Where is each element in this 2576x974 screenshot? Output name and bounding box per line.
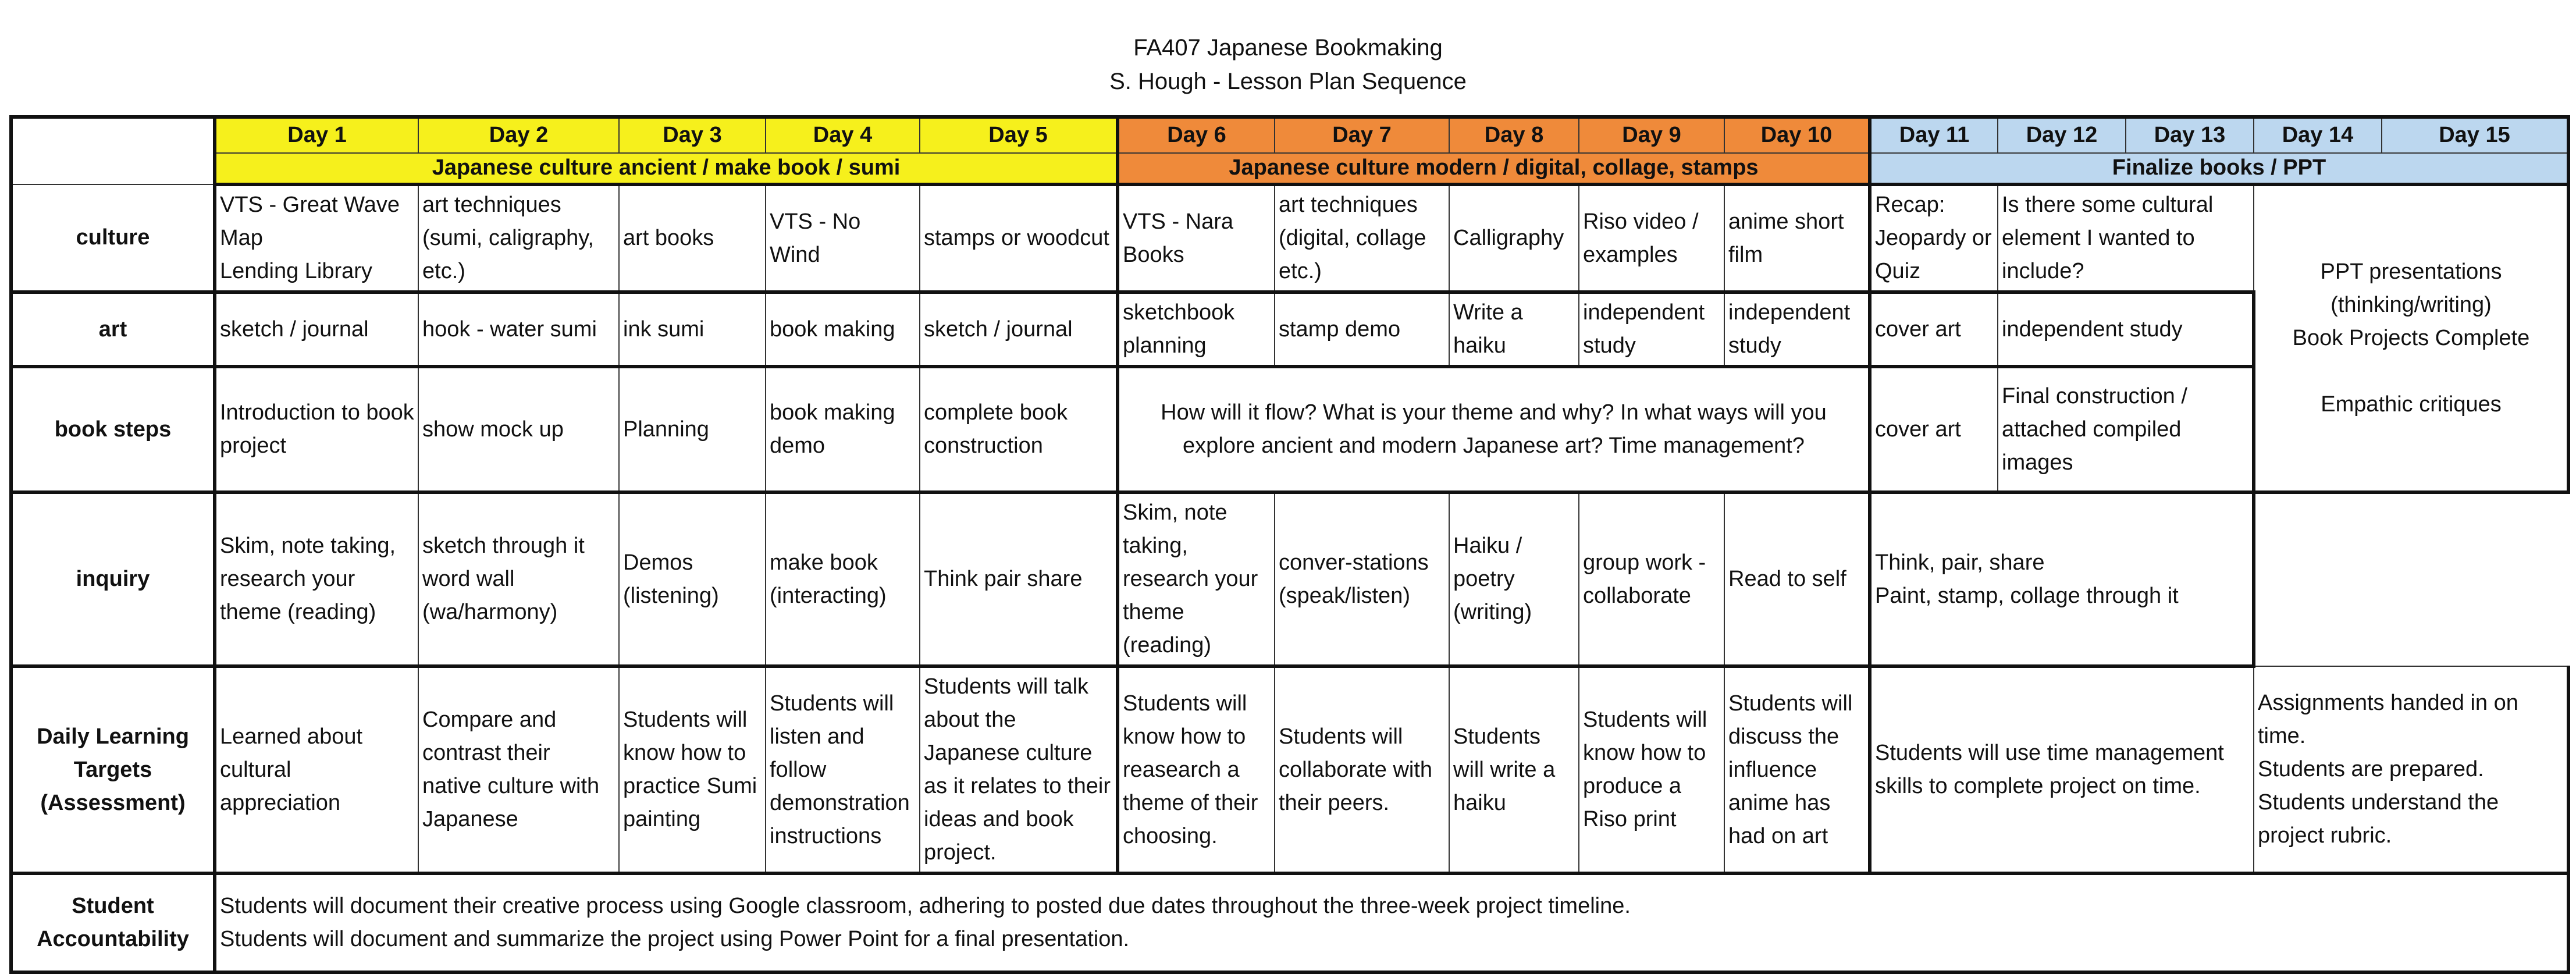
book-steps-week-2: How will it flow? What is your theme and why? In what ways will you explore ancient and modern Japanese art? Time management? — [1118, 367, 1870, 492]
art-day-1: sketch / journal — [215, 292, 418, 367]
day-3-header: Day 3 — [619, 117, 766, 153]
day-9-header: Day 9 — [1579, 117, 1724, 153]
day-4-header: Day 4 — [766, 117, 920, 153]
page-subtitle: S. Hough - Lesson Plan Sequence — [1109, 69, 1467, 94]
row-label-art: art — [11, 292, 215, 367]
targets-day-1: Learned about cultural appreciation — [215, 666, 418, 873]
day-5-header: Day 5 — [920, 117, 1118, 153]
theme-band-row — [11, 153, 2568, 184]
inquiry-day-10: Read to self — [1724, 492, 1870, 666]
week-1-theme: Japanese culture ancient / make book / sumi — [215, 153, 1118, 184]
book-steps-day-4: book making demo — [766, 367, 920, 492]
day-2-header: Day 2 — [418, 117, 619, 153]
art-day-7: stamp demo — [1275, 292, 1449, 367]
page-title: FA407 Japanese Bookmaking — [1133, 35, 1443, 61]
culture-day-9: Riso video / examples — [1579, 184, 1724, 292]
culture-day-2: art techniques (sumi, caligraphy, etc.) — [418, 184, 619, 292]
art-day-12-13: independent study — [1998, 292, 2254, 367]
inquiry-row — [11, 492, 2568, 666]
inquiry-day-6: Skim, note taking, research your theme (reading) — [1118, 492, 1275, 666]
inquiry-day-2: sketch through it word wall (wa/harmony) — [418, 492, 619, 666]
art-day-5: sketch / journal — [920, 292, 1118, 367]
inquiry-day-1: Skim, note taking, research your theme (reading) — [215, 492, 418, 666]
culture-day-4: VTS - No Wind — [766, 184, 920, 292]
inquiry-day-9: group work - collaborate — [1579, 492, 1724, 666]
art-day-10: independent study — [1724, 292, 1870, 367]
row-label-accountability: Student Accountability — [11, 873, 215, 972]
book-steps-day-1: Introduction to book project — [215, 367, 418, 492]
book-steps-day-11: cover art — [1870, 367, 1998, 492]
row-label-book-steps: book steps — [11, 367, 215, 492]
row-label-targets: Daily Learning Targets (Assessment) — [11, 666, 215, 873]
inquiry-days-11-13: Think, pair, share Paint, stamp, collage through it — [1870, 492, 2254, 666]
targets-day-9: Students will know how to produce a Riso print — [1579, 666, 1724, 873]
day-6-header: Day 6 — [1118, 117, 1275, 153]
inquiry-day-3: Demos (listening) — [619, 492, 766, 666]
art-day-9: independent study — [1579, 292, 1724, 367]
targets-days-14-15: Assignments handed in on time. Students are prepared. Students understand the project rubric. — [2254, 666, 2568, 873]
targets-day-3: Students will know how to practice Sumi painting — [619, 666, 766, 873]
art-day-3: ink sumi — [619, 292, 766, 367]
day-8-header: Day 8 — [1449, 117, 1579, 153]
culture-day-6: VTS - Nara Books — [1118, 184, 1275, 292]
lesson-plan-table — [9, 115, 2570, 974]
culture-day-1: VTS - Great Wave Map Lending Library — [215, 184, 418, 292]
day-7-header: Day 7 — [1275, 117, 1449, 153]
targets-day-7: Students will collaborate with their peers. — [1275, 666, 1449, 873]
day-14-header: Day 14 — [2254, 117, 2382, 153]
accountability-text: Students will document their creative process using Google classroom, adhering to posted due dates throughout the three-week project timeline. Students will document and summarize the project using Power Point for a final presentation. — [215, 873, 2568, 972]
targets-day-4: Students will listen and follow demonstration instructions — [766, 666, 920, 873]
day-12-header: Day 12 — [1998, 117, 2126, 153]
row-label-culture: culture — [11, 184, 215, 292]
culture-day-8: Calligraphy — [1449, 184, 1579, 292]
day-10-header: Day 10 — [1724, 117, 1870, 153]
days-14-15-presentations: PPT presentations (thinking/writing) Book Projects Complete Empathic critiques — [2254, 184, 2568, 492]
week-3-theme: Finalize books / PPT — [1870, 153, 2568, 184]
inquiry-day-8: Haiku / poetry (writing) — [1449, 492, 1579, 666]
row-label-inquiry: inquiry — [11, 492, 215, 666]
day-header-row — [11, 117, 2568, 153]
corner-cell — [11, 117, 215, 184]
culture-day-3: art books — [619, 184, 766, 292]
art-day-11: cover art — [1870, 292, 1998, 367]
culture-day-10: anime short film — [1724, 184, 1870, 292]
culture-day-7: art techniques (digital, collage etc.) — [1275, 184, 1449, 292]
day-1-header: Day 1 — [215, 117, 418, 153]
day-13-header: Day 13 — [2126, 117, 2254, 153]
book-steps-row — [11, 367, 2568, 492]
targets-row — [11, 666, 2568, 873]
targets-days-11-13: Students will use time management skills to complete project on time. — [1870, 666, 2254, 873]
targets-day-2: Compare and contrast their native culture with Japanese — [418, 666, 619, 873]
targets-day-10: Students will discuss the influence anime has had on art — [1724, 666, 1870, 873]
culture-row — [11, 184, 2568, 292]
art-day-4: book making — [766, 292, 920, 367]
targets-day-6: Students will know how to reasearch a theme of their choosing. — [1118, 666, 1275, 873]
accountability-row — [11, 873, 2568, 972]
book-steps-day-5: complete book construction — [920, 367, 1118, 492]
day-15-header: Day 15 — [2382, 117, 2568, 153]
inquiry-day-5: Think pair share — [920, 492, 1118, 666]
book-steps-day-3: Planning — [619, 367, 766, 492]
culture-day-11: Recap: Jeopardy or Quiz — [1870, 184, 1998, 292]
culture-day-12-13: Is there some cultural element I wanted to include? — [1998, 184, 2254, 292]
art-day-8: Write a haiku — [1449, 292, 1579, 367]
inquiry-day-4: make book (interacting) — [766, 492, 920, 666]
targets-day-8: Students will write a haiku — [1449, 666, 1579, 873]
week-2-theme: Japanese culture modern / digital, collage, stamps — [1118, 153, 1870, 184]
art-day-6: sketchbook planning — [1118, 292, 1275, 367]
day-11-header: Day 11 — [1870, 117, 1998, 153]
targets-day-5: Students will talk about the Japanese culture as it relates to their ideas and book project. — [920, 666, 1118, 873]
art-day-2: hook - water sumi — [418, 292, 619, 367]
inquiry-day-7: conver-stations (speak/listen) — [1275, 492, 1449, 666]
culture-day-5: stamps or woodcut — [920, 184, 1118, 292]
art-row — [11, 292, 2568, 367]
book-steps-day-2: show mock up — [418, 367, 619, 492]
book-steps-day-12-13: Final construction / attached compiled images — [1998, 367, 2254, 492]
